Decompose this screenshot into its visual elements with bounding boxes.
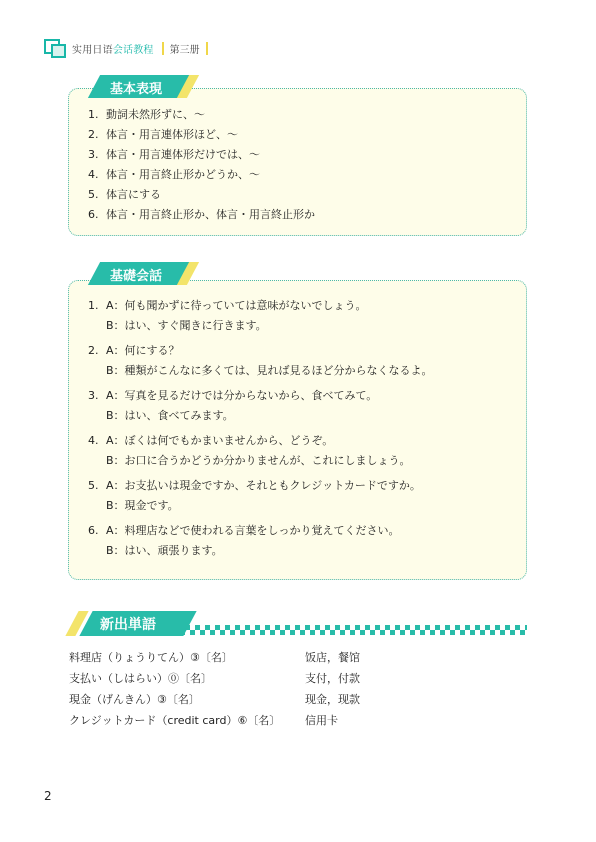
section-tab-basic-conversation: [94, 262, 204, 285]
line-b: B：現金です。: [106, 499, 179, 512]
dialog-item: 2. A：何にする？ B：種類がこんなに多くては、見れば見るほど分からなくなるよ。: [88, 341, 433, 381]
list-item: 2. 体言・用言連体形ほど、〜: [88, 128, 238, 141]
list-item: 5. 体言にする: [88, 188, 161, 201]
section-title: 基本表現: [110, 82, 163, 97]
vocab-row: 支払い（しはらい）⓪〔名〕 支付，付款: [69, 672, 360, 685]
line-b: B：はい、頑張ります。: [106, 544, 223, 557]
vocabulary-list: [69, 647, 455, 731]
line-b: B：はい、すぐ聞きに行きます。: [106, 319, 267, 332]
line-a: A：何にする？: [106, 344, 180, 357]
vocab-row: クレジットカード（credit card）⑥〔名〕 信用卡: [69, 714, 338, 727]
line-b: B：種類がこんなに多くては、見れば見るほど分からなくなるよ。: [106, 364, 433, 377]
line-a: A：何も聞かずに待っていては意味がないでしょう。: [106, 299, 367, 312]
header-divider: [162, 42, 164, 55]
line-a: A：写真を見るだけでは分からないから、食べてみて。: [106, 389, 378, 402]
section-title: 基礎会話: [110, 269, 163, 284]
dialog-item: 4. A：ぼくは何でもかまいませんから、どうぞ。 B：お口に合うかどうか分かりませんが、これにしましょう。: [88, 431, 433, 471]
vocab-row: 料理店（りょうりてん）③〔名〕 饭店，餐馆: [69, 651, 360, 664]
book-title: 实用日语会话教程: [72, 44, 154, 56]
header-divider-end: [206, 42, 208, 55]
section-tab-basic-expressions: [94, 75, 204, 98]
line-b: B：はい、食べてみます。: [106, 409, 234, 422]
book-logo-icon: [44, 39, 66, 57]
line-a: A：ぼくは何でもかまいませんから、どうぞ。: [106, 434, 334, 447]
line-b: B：お口に合うかどうか分かりませんが、これにしましょう。: [106, 454, 411, 467]
conversation-list: [88, 296, 433, 566]
section-title: 新出単語: [100, 617, 156, 633]
list-item: 1. 動詞未然形ずに、〜: [88, 108, 205, 121]
expression-list: [88, 105, 315, 225]
line-a: A：料理店などで使われる言葉をしっかり覚えてください。: [106, 524, 400, 537]
list-item: 3. 体言・用言連体形だけでは、〜: [88, 148, 260, 161]
list-item: 4. 体言・用言終止形かどうか、〜: [88, 168, 260, 181]
volume-label: 第三册: [169, 44, 200, 56]
checker-decoration: [180, 625, 527, 635]
page-header: [44, 38, 208, 58]
page-number: 2: [44, 789, 52, 803]
dialog-item: 3. A：写真を見るだけでは分からないから、食べてみて。 B：はい、食べてみます。: [88, 386, 433, 426]
vocab-row: 現金（げんきん）③〔名〕 现金，现款: [69, 693, 360, 706]
dialog-item: 6. A：料理店などで使われる言葉をしっかり覚えてください。 B：はい、頑張ります。: [88, 521, 433, 561]
dialog-item: 1. A：何も聞かずに待っていては意味がないでしょう。 B：はい、すぐ聞きに行きます。: [88, 296, 433, 336]
line-a: A：お支払いは現金ですか、それともクレジットカードですか。: [106, 479, 421, 492]
dialog-item: 5. A：お支払いは現金ですか、それともクレジットカードですか。 B：現金です。: [88, 476, 433, 516]
list-item: 6. 体言・用言終止形か、体言・用言終止形か: [88, 208, 315, 221]
